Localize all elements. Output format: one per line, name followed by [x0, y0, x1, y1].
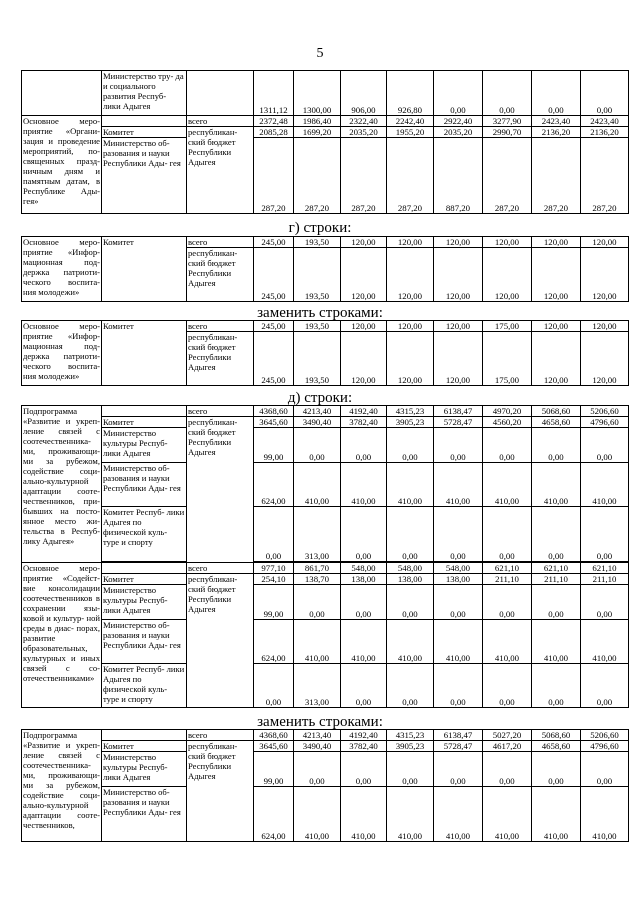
measure-cell: Основное меро- приятие «Органи- зация и проведение мероприятий, по- священных празд- ничным дням и памятным датам, в Республике Ады- гея» [22, 116, 102, 214]
table-d-replacement [21, 729, 629, 842]
table-row: Министерство культуры Респуб- лики Адыгея 99,00 0,00 0,00 0,00 0,00 0,00 0,00 0,00 [22, 752, 629, 787]
table-row: Министерство культуры Респуб- лики Адыгея 99,00 0,00 0,00 0,00 0,00 0,00 0,00 0,00 [22, 585, 629, 620]
table-row: Министерство об- разования и науки Республики Ады- гея 624,00 410,00 410,00 410,00 410,00 410,00 410,00 410,00 [22, 463, 629, 507]
table-row: республикан- ский бюджет Республики Адыгея 245,00 193,50 120,00 120,00 120,00 175,00 120,00 120,00 [22, 332, 629, 386]
table-row: Основное меро- приятие «Органи- зация и проведение мероприятий, по- священных празд- ничным дням и памятным датам, в Республике Ады- гея» всего 2372,48 1986,40 2322,40 2242,40 2922,40 3277,90 2423,40 2423,40 [22, 116, 629, 127]
table-row: Комитет республикан- ский бюджет Республики Адыгея 3645,60 3490,40 3782,40 3905,23 5728,47 4617,20 4658,60 4796,60 [22, 741, 629, 752]
table-row: республикан- ский бюджет Республики Адыгея 245,00 193,50 120,00 120,00 120,00 120,00 120,00 120,00 [22, 248, 629, 302]
subprogram-cell: Подпрограмма «Развитие и укреп- ление связей с соотечественника- ми, проживающи- ми за рубежом, содействие соци- ально-культурной адаптации соотe- чественников, [22, 730, 102, 842]
table-row: Министерство тру- да и социального развития Респуб- лики Адыгея 1311,12 1300,00 906,00 926,80 0,00 0,00 0,00 0,00 [22, 71, 629, 116]
table-row: Основное меро- приятие «Инфор- мационная под- держка патриоти- ческого воспита- ния молодежи» Комитет всего 245,00 193,50 120,00 120,00 120,00 120,00 120,00 120,00 [22, 237, 629, 248]
table-row: Основное меро- приятие «Содейст- вие консолидации соотечественников в сохранении язы- ковой и культур- ной среды в диас- порах, развитие образовательных, культурных и иных связей с со- отечественниками» всего 977,10 861,70 548,00 548,00 548,00 621,10 621,10 621,10 [22, 563, 629, 574]
section-heading-d: д) строки: [287, 390, 353, 406]
table-row: Основное меро- приятие «Инфор- мационная под- держка патриоти- ческого воспита- ния молодежи» Комитет всего 245,00 193,50 120,00 120,00 120,00 175,00 120,00 120,00 [22, 321, 629, 332]
table-row: Комитет Респуб- лики Адыгея по физической куль- туре и спорту 0,00 313,00 0,00 0,00 0,00 0,00 0,00 0,00 [22, 664, 629, 708]
table-row: Министерство об- разования и науки Республики Ады- гея 624,00 410,00 410,00 410,00 410,00 410,00 410,00 410,00 [22, 620, 629, 664]
table-row: Министерство культуры Респуб- лики Адыгея 99,00 0,00 0,00 0,00 0,00 0,00 0,00 0,00 [22, 428, 629, 463]
table-row: Министерство об- разования и науки Республики Ады- гея 624,00 410,00 410,00 410,00 410,00 410,00 410,00 410,00 [22, 787, 629, 842]
measure-cell: Основное меро- приятие «Содейст- вие консолидации соотечественников в сохранении язы- ковой и культур- ной среды в диас- порах, развитие образовательных, культурных и иных связей с со- отечественниками» [22, 563, 102, 708]
table-d-original [21, 405, 629, 708]
measure-cell: Основное меро- приятие «Инфор- мационная под- держка патриоти- ческого воспита- ния молодежи» [22, 237, 102, 302]
measure-cell: Основное меро- приятие «Инфор- мационная под- держка патриоти- ческого воспита- ния молодежи» [22, 321, 102, 386]
table-row: Комитет Респуб- лики Адыгея по физической куль- туре и спорту 0,00 313,00 0,00 0,00 0,00 0,00 0,00 0,00 [22, 507, 629, 562]
section-heading-replace-d: заменить строками: [257, 714, 383, 730]
table-row: Министерство об- разования и науки Республики Ады- гея 287,20 287,20 287,20 287,20 887,20 287,20 287,20 287,20 [22, 138, 629, 214]
section-heading-g: г) строки: [288, 220, 352, 236]
subprogram-cell: Подпрограмма «Развитие и укреп- ление связей с соотечественника- ми, проживающи- ми за рубежом, содействие соци- ально-культурной адаптации соотe- чественников, при- бывших на посто- янное место жи- тельства в Респуб- лику Адыгея» [22, 406, 102, 563]
table-g-original [21, 236, 629, 302]
section-heading-replace-g: заменить строками: [257, 305, 383, 321]
table-row: Комитет республикан- ский бюджет Республики Адыгея 254,10 138,70 138,00 138,00 138,00 211,10 211,10 211,10 [22, 574, 629, 585]
table-row: Комитет республикан- ский бюджет Республики Адыгея 3645,60 3490,40 3782,40 3905,23 5728,47 4560,20 4658,60 4796,60 [22, 417, 629, 428]
page-number: 5 [316, 46, 324, 61]
table-row: Комитет республикан- ский бюджет Республики Адыгея 2085,28 1699,20 2035,20 1955,20 2035,20 2990,70 2136,20 2136,20 [22, 127, 629, 138]
table-row: Подпрограмма «Развитие и укреп- ление связей с соотечественника- ми, проживающи- ми за рубежом, содействие соци- ально-культурной адаптации соотe- чественников, при- бывших на посто- янное место жи- тельства в Респуб- лику Адыгея» всего 4368,60 4213,40 4192,40 4315,23 6138,47 4970,20 5068,60 5206,60 [22, 406, 629, 417]
table-g-replacement [21, 320, 629, 386]
executor-cell: Министерство тру- да и социального развития Респуб- лики Адыгея [102, 71, 187, 116]
table-row: Подпрограмма «Развитие и укреп- ление связей с соотечественника- ми, проживающи- ми за рубежом, содействие соци- ально-культурной адаптации соотe- чественников, всего 4368,60 4213,40 4192,40 4315,23 6138,47 5027,20 5068,60 5206,60 [22, 730, 629, 741]
table-top-continuation [21, 70, 629, 214]
